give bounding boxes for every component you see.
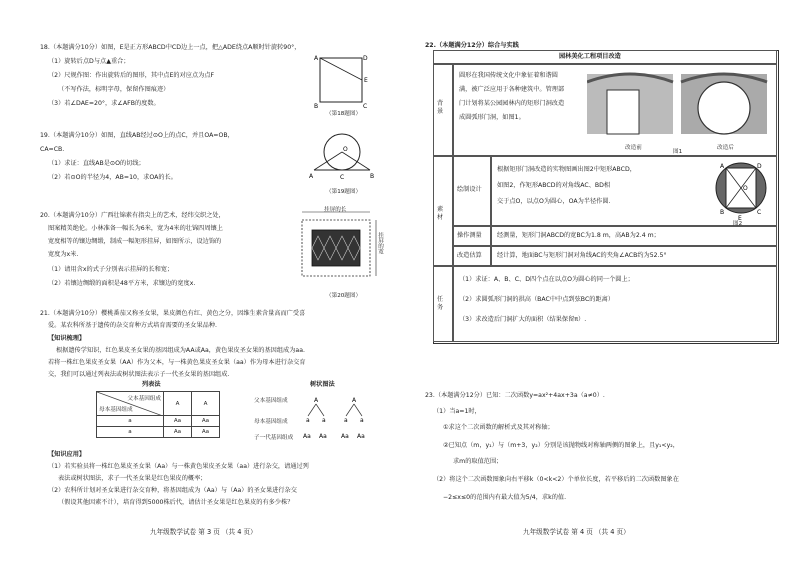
fig2-label-b: B [720,209,725,216]
table-row2-head: a [97,427,164,438]
draw-text-2: 如图2，作矩形ABCD的对角线AC、BD相 [497,182,611,189]
fig1-after-label: 改造后 [717,145,734,151]
tree-mid-4: a [360,417,364,424]
fig2-caption: 图2 [733,221,743,227]
bg-text-3: 门计划将某公园园林内的矩形门洞改造 [459,100,565,107]
fig2-label-a: A [720,163,725,170]
tree-mid-3: a [344,417,348,424]
material-label: 素材 [437,206,444,221]
draw-label: 绘制设计 [457,186,482,193]
tree-bot-1: Aa [303,433,311,440]
fig2-label-e: E [738,215,742,222]
q21-stem: 21.（本题满分10分）樱桃番茄又称圣女果，果皮颜色有红、黄色之分，因维生素含量高而广受喜 [40,310,306,317]
measure-label: 操作测量 [457,232,482,239]
q19-stem: 19.（本题满分10分）如图，直线AB经过⊙O上的点C，并且OA=OB， [40,132,234,139]
list-table [96,391,220,438]
q19-part1: （1）求证：直线AB是⊙O的切线； [48,160,145,167]
q18-caption: （第18题图） [326,111,362,117]
q18-part3: （3）若∠DAE=20°，求∠AFB的度数。 [48,100,160,107]
draw-text-3: 交于点O，以点O为圆心，OA为半径作圆. [497,198,611,205]
q18-part2b: （不写作法，标明字母，保留作图痕迹） [58,86,170,93]
fig2-label-c: C [757,209,762,216]
q18-stem: 18.（本题满分10分）如图，E是正方形ABCD中CD边上一点，把△ADE绕点A顺时针旋转90°， [40,44,301,51]
q20-stem: 20.（本题满分10分）广西壮锦素有指尖上的艺术，经纬交织之处， [40,212,225,219]
tree-bot-4: Aa [357,433,365,440]
q23-part1c: 求m的取值范围； [453,458,503,465]
table-corner-cell [97,392,164,416]
page-4-footer: 九年级数学试卷 第 4 页 （共 4 页） [523,528,630,536]
q21-apply-heading: 【知识应用】 [48,451,86,458]
q23-part2b: −2≤x≤0的范围内有最大值为5/4，求k的值. [443,494,567,501]
q21-knowledge-3: 交，我们可以通过列表法或树状图法表示子一代圣女果的基因组成. [48,371,230,378]
q18-part1: （1）旋转后点D与点▲重合； [48,58,130,65]
q21-knowledge-heading: 【知识梳理】 [48,335,86,342]
q19-part2: （2）若⊙O的半径为4，AB=10，求OA的长。 [48,174,177,181]
q23-part2: （2）将这个二次函数图象向右平移k（0<k<2）个单位长度，若平移后的二次函数图象在 [433,476,679,483]
q18-label-e: E [364,77,368,84]
q18-label-b: B [314,103,319,110]
q20-caption: （第20题图） [326,293,362,299]
fig2-label-d: D [757,163,762,170]
q20-line2: 图案精美绝伦。小林准备一幅长为6米，宽为4米的壮锦四周镶上 [48,225,223,232]
table-header-father: 父本基因组成 [127,396,161,402]
q23-part1b: ②已知点（m，y₁）与（m+3，y₂）分别是该抛物线对称轴两侧的图象上，且y₁<y₂， [443,442,679,449]
tree-mid-2: a [322,417,326,424]
task-2: （2）求圆弧形门洞的拱高（BAC中中点到弦BC的距离） [459,296,615,303]
task-label: 任务 [437,296,444,311]
bg-text-4: 成圆弧形门洞，如图1。 [459,114,525,121]
q18-figure [312,52,372,116]
q18-label-c: C [363,103,368,110]
calc-text: 经计算，地面BC与矩形门洞对角线AC的夹角∠ACB约为52.5° [497,252,667,259]
q23-part1: （1）当a=1时， [433,408,481,415]
tree-diagram [300,394,380,444]
q19-stem2: CA=CB. [40,146,65,153]
tree-label-father: 父本基因组成 [254,398,288,404]
q18-label-a: A [314,55,319,62]
list-method-title: 列表法 [142,381,161,388]
table-header-mother: 母本基因组成 [99,407,133,413]
q19-label-c: C [340,174,345,181]
table-row1-c1: Aa [164,416,192,427]
q21-part2b: （假设其他因素不计），培育得到5000株后代，请估计圣女果是红色果皮的有多少株？ [58,499,294,506]
bg-label: 背景 [437,100,444,115]
bg-text-2: 满，被广泛应用于各种建筑中。管理部 [459,86,565,93]
fig2-label-o: O [743,185,748,192]
table-row2-c1: Aa [164,427,192,438]
q20-dim-length: 挂屏的长 [324,207,347,213]
q19-label-a: A [309,173,314,180]
q22-title: 园林美化工程项目改造 [559,53,621,60]
q20-line4: 宽度为x米. [48,251,79,258]
measure-text: 经测量，矩形门洞ABCD的宽BC为1.8 m，高AB为2.4 m； [497,232,660,239]
q20-part2: （2）若镶边绸缎的面积是48平方米，求镶边的宽度x. [48,280,196,287]
tree-label-child: 子一代基因组成 [254,435,294,441]
tree-method-title: 树状图法 [310,381,335,388]
tree-label-mother: 母本基因组成 [254,419,288,425]
fig1-before-label: 改造前 [625,145,642,151]
page-3-footer: 九年级数学试卷 第 3 页 （共 4 页） [150,528,257,536]
q21-part2: （2）农科所计划对圣女果进行杂交育种，将基因组成为（Aa）与（Aa）的圣女果进行杂交 [48,487,297,494]
q20-dim-width: 挂屏的宽 [377,232,383,255]
q22-stem: 22.（本题满分12分）综合与实践 [425,42,519,49]
q19-figure [306,130,378,186]
fig1-caption: 图1 [673,149,683,155]
bg-text-1: 圆形在我国传统文化中象征着和谐圆 [459,72,558,79]
q21-knowledge-1: 根据遗传学知识，红色果皮圣女果的基因组成为AA或Aa，黄色果皮圣女果的基因组成为aa. [56,347,305,354]
table-row1-c2: Aa [192,416,220,427]
q21-part1: （1）若实验员将一株红色果皮圣女果（Aa）与一株黄色果皮圣女果（aa）进行杂交，请通过列 [48,463,309,470]
q21-line2: 爱。某农科所基于遗传的杂交育种方式培育需要的圣女果品种. [48,322,218,329]
q21-part1b: 表法或树状图法，求子一代圣女果是红色果皮的概率； [58,475,207,482]
calc-label: 改造估算 [457,252,482,259]
q19-label-o: O [343,146,348,153]
q19-label-b: B [370,173,375,180]
table-row2-c2: Aa [192,427,220,438]
q18-part2: （2）尺规作图：作出旋转后的图形，其中点E的对应点为点F [48,72,215,79]
q19-caption: （第19题图） [326,189,362,195]
q21-knowledge-2: 若将一株红色果皮圣女果（AA）作为父本，与一株黄色果皮圣女果（aa）作为母本进行杂交育 [48,359,306,366]
tree-bot-2: Aa [319,433,327,440]
q23-part1a: ①求这个二次函数的解析式及其对称轴； [443,424,554,431]
fig2-diagram [707,158,775,222]
right-page [397,0,794,561]
fig1-photos [587,68,771,144]
tree-top-a1: A [314,397,319,404]
q18-label-d: D [363,55,368,62]
draw-text-1: 根据矩形门洞改造的实物图画出图2中矩形ABCD， [497,166,636,173]
tree-top-a2: A [352,397,357,404]
task-3: （3）求改造后门洞扩大的面积（结果保留π）. [459,316,587,323]
table-row1-head: a [97,416,164,427]
q20-figure [296,206,386,286]
tree-bot-3: Aa [341,433,349,440]
q23-stem: 23.（本题满分12分）已知：二次函数y=ax²+4ax+3a（a≠0）. [425,392,605,399]
tree-mid-1: a [306,417,310,424]
table-col1: A [164,392,192,416]
q20-part1: （1）请用含x的式子分别表示挂屏的长和宽； [48,266,174,273]
table-col2: A [192,392,220,416]
q20-line3: 宽度相等的镶边绸缎，制成一幅矩形挂屏，如图所示，设边饰的 [48,238,222,245]
task-1: （1）求证：A、B、C、D四个点在以点O为圆心的同一个圆上； [459,276,634,283]
